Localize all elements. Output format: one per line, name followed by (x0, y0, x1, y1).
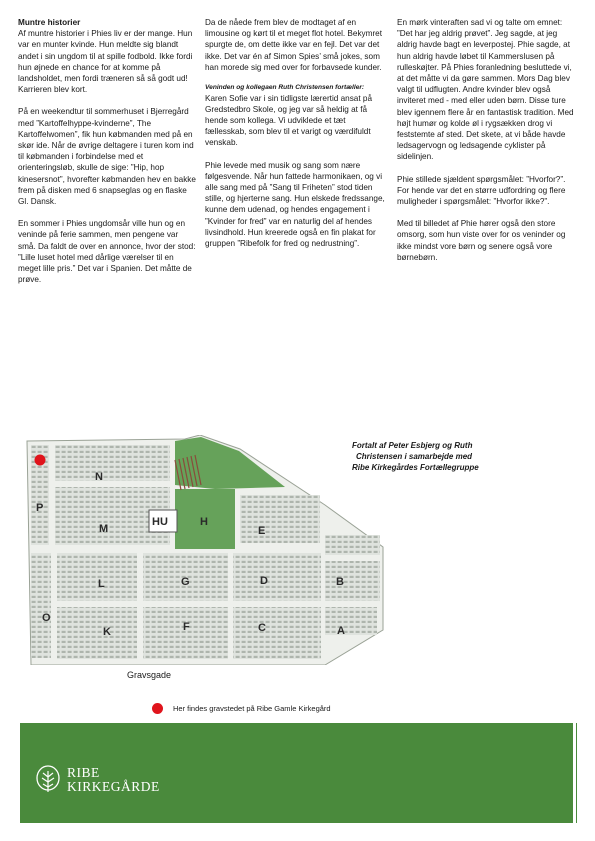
paragraph: Karen Sofie var i sin tidligste lærertid ansat på Gredstedbro Skole, og jeg var så heldig at få hende som kollega. Vi udviklede et tæt fællesskab, som blev til et varigt og værdifuldt venskab. (205, 93, 373, 148)
text-column-2 (205, 17, 385, 260)
section-label-hu: HU (152, 516, 168, 528)
red-dot-icon (152, 703, 163, 714)
paragraph: Phie stillede sjældent spørgsmålet: ”Hvorfor?”. For hende var det en større udfordring og flere muligheder i spørgsmålet: ”Hvorfor ikke?”. (397, 174, 566, 207)
paragraph: Da de nåede frem blev de modtaget af en limousine og kørt til et meget flot hotel. Bekymret spurgte de, om dette ikke var en fejl. Det var det ikke. Det var én af Simon Spies’ små jokes, som han morede sig med over for forbavsede kunder. (205, 18, 383, 72)
section-label-e: E (258, 525, 266, 537)
tree-icon (35, 765, 61, 795)
street-label: Gravsgade (127, 670, 172, 680)
right-divider (576, 723, 577, 823)
paragraph: På en weekendtur til sommerhuset i Bjerregård med ”Kartoffelhyppe-kvinderne”, The Kartoffelwomen”, fik hun købmanden med på en skør ide. Når de øvrige deltagere i turen kom ind til købmanden i forbindelse med et orienteringsløb, skulle de sige: ”Hip, hop kinesersnot”, hvorefter købmanden hev en bakke frem på disken med 6 snapseglas og en flaske Gl. Dansk. (18, 107, 196, 207)
logo-line-1: RIBE (67, 765, 100, 780)
section-label-a: A (337, 625, 345, 637)
text-column-3 (397, 17, 579, 274)
section-label-l: L (98, 578, 105, 590)
paragraph: Af muntre historier i Phies liv er der mange. Hun var en munter kvinde. Hun meldte sig blandt andet i sin ungdom til at spille fodbold. Ikke fordi hun øjnede en chance for at komme på landsholdet, men fordi træneren så så godt ud! Karrieren blev kort. (18, 29, 193, 95)
paragraph: En mørk vinteraften sad vi og talte om emnet: ”Det har jeg aldrig prøvet”. Jeg sagde, at jeg aldrig havde bagt en leverpostej. Phie sagde, at hun aldrig havde løbet til Kammerslusen på rulleskøjter. På Phies foranledning besluttede vi, at det måtte vi da gøre sammen. Mors Dag blev valgt til udflugten. Andre kvinder blev også inviteret med - med eller uden børn. Disse ture blev igennem flere år en fantastisk tradition. Med højt humør og kolde øl i rygsækken drog vi feststemte af sted. Det skete, at vi både havde ledsagervogn og ledsagende cyklister på sidelinjen. (397, 18, 574, 162)
section-label-h: H (200, 516, 208, 528)
section-label-f: F (183, 621, 190, 633)
map-legend (152, 703, 331, 714)
paragraph: Phie levede med musik og sang som nære følgesvende. Når hun fattede harmonikaen, og vi alle sang med på ”Sang til Friheten” stod tiden stille, og hjerterne sang. Hun elskede fredssange, kunne dem udenad, og hendes engagement i ”Kvinder for fred” var en naturlig del af hendes livsindhold. Hun kreerede også en fin plakat for gruppen ”Ribefolk for fred og nedrustning”. (205, 160, 385, 249)
text-column-1 (18, 17, 196, 296)
subheading: Veninden og kollegaen Ruth Christensen fortæller: (205, 84, 365, 92)
section-label-p: P (36, 502, 44, 514)
ribe-kirkegaarde-logo (35, 765, 160, 795)
section-label-c: C (258, 622, 266, 634)
section-label-o: O (42, 612, 51, 624)
paragraph: Med til billedet af Phie hører også den store omsorg, som hun viste over for os veninder og ikke mindst vore børn og senere også vore børnebørn. (397, 219, 566, 262)
section-label-k: K (103, 626, 111, 638)
grave-marker (35, 455, 46, 466)
section-label-d: D (260, 575, 268, 587)
logo-line-2: KIRKEGÅRDE (67, 779, 160, 794)
section-heading: Muntre historier (18, 18, 81, 27)
legend-text: Her findes gravstedet på Ribe Gamle Kirkegård (173, 704, 331, 713)
section-label-m: M (99, 523, 109, 535)
credit-line: Christensen i samarbejde med (356, 452, 473, 461)
credit-line: Fortalt af Peter Esbjerg og Ruth (352, 441, 473, 450)
cemetery-map (25, 435, 385, 665)
section-label-n: N (95, 471, 103, 483)
paragraph: En sommer i Phies ungdomsår ville hun og en veninde på ferie sammen, men pengene var små. Da faldt de over en annonce, hvor der stod: ”Lille luset hotel med dårlige værelser til en meget lille pris.” Det var i Spanien. Det måtte de prøve. (18, 219, 196, 285)
credit-line: Ribe Kirkegårdes Fortællegruppe (352, 463, 479, 472)
section-label-b: B (336, 576, 344, 588)
section-label-g: G (181, 576, 190, 588)
